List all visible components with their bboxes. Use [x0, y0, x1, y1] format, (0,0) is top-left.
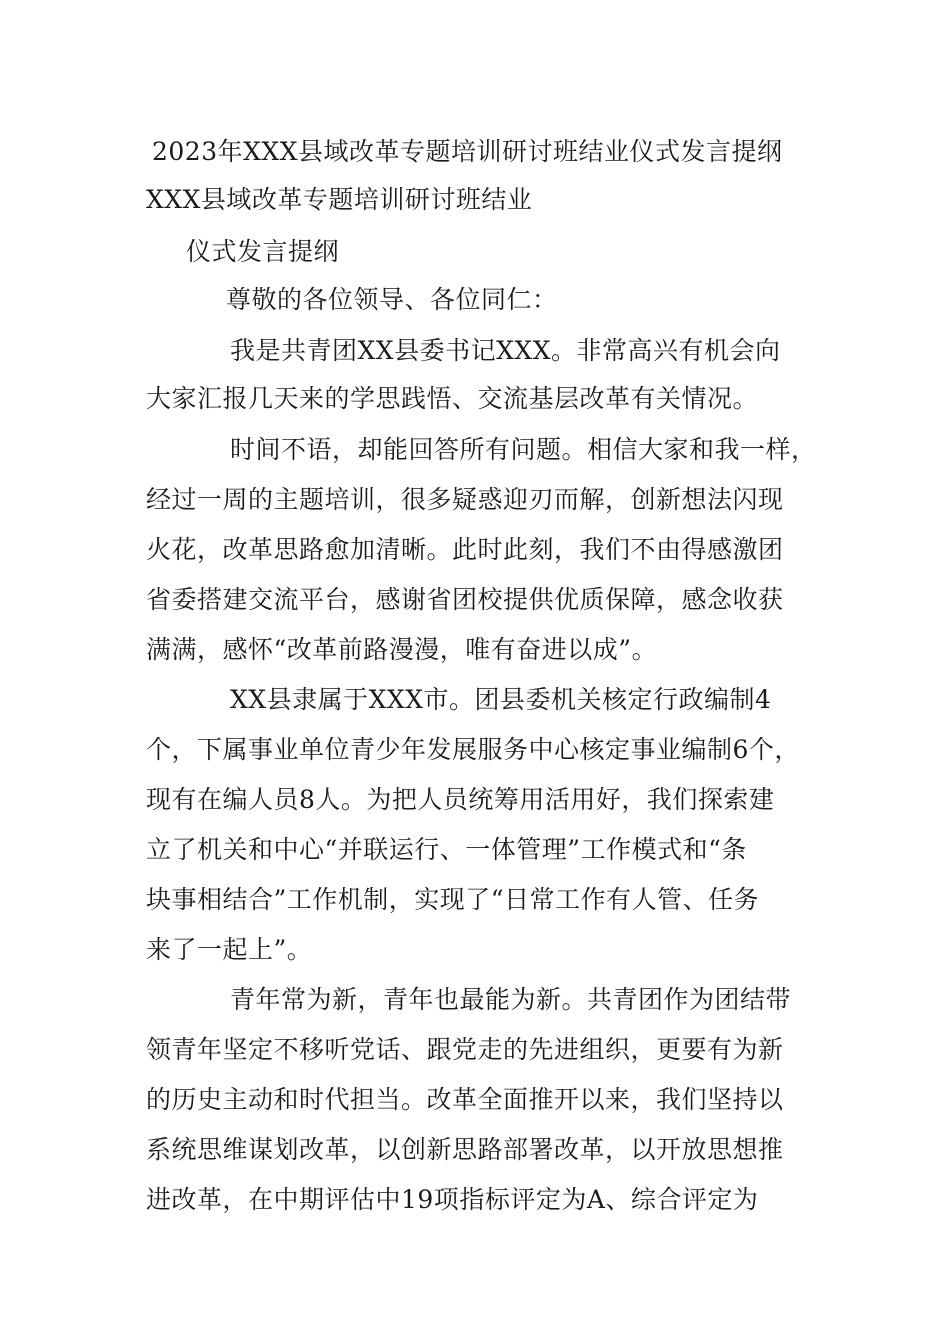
- paragraph-line: 经过一周的主题培训，很多疑惑迎刃而解，创新想法闪现: [146, 485, 784, 514]
- paragraph-line: 系统思维谋划改革，以创新思路部署改革，以开放思想推: [146, 1135, 784, 1164]
- paragraph-line: 大家汇报几天来的学思践悟、交流基层改革有关情况。: [146, 384, 759, 413]
- paragraph-line: 满满，感怀“改革前路漫漫，唯有奋进以成”。: [146, 635, 658, 664]
- document-title: 2023年XXX县域改革专题培训研讨班结业仪式发言提纲: [152, 137, 783, 166]
- paragraph-line: XX县隶属于XXX市。团县委机关核定行政编制4: [230, 685, 772, 714]
- salutation: 尊敬的各位领导、各位同仁：: [226, 285, 558, 314]
- paragraph-line: 块事相结合”工作机制，实现了“日常工作有人管、任务: [146, 885, 760, 914]
- paragraph-line: 个，下属事业单位青少年发展服务中心核定事业编制6个，: [146, 735, 800, 764]
- paragraph-line: 青年常为新，青年也最能为新。共青团作为团结带: [230, 985, 792, 1014]
- paragraph-line: 时间不语，却能回答所有问题。相信大家和我一样，: [230, 435, 817, 464]
- paragraph-line: 省委搭建交流平台，感谢省团校提供优质保障，感念收获: [146, 585, 784, 614]
- paragraph-line: 立了机关和中心“并联运行、一体管理”工作模式和“条: [146, 835, 747, 864]
- paragraph-line: 来了一起上”。: [146, 935, 313, 964]
- document-subtitle-line-2: 仪式发言提纲: [186, 237, 340, 266]
- paragraph-line: 领青年坚定不移听党话、跟党走的先进组织，更要有为新: [146, 1035, 784, 1064]
- paragraph-line: 我是共青团XX县委书记XXX。非常高兴有机会向: [230, 336, 781, 365]
- paragraph-line: 进改革，在中期评估中19项指标评定为A、综合评定为: [146, 1185, 759, 1214]
- paragraph-line: 现有在编人员8人。为把人员统筹用活用好，我们探索建: [146, 785, 775, 814]
- document-subtitle-line-1: XXX县域改革专题培训研讨班结业: [146, 185, 533, 214]
- paragraph-line: 火花，改革思路愈加清晰。此时此刻，我们不由得感激团: [146, 535, 784, 564]
- paragraph-line: 的历史主动和时代担当。改革全面推开以来，我们坚持以: [146, 1085, 784, 1114]
